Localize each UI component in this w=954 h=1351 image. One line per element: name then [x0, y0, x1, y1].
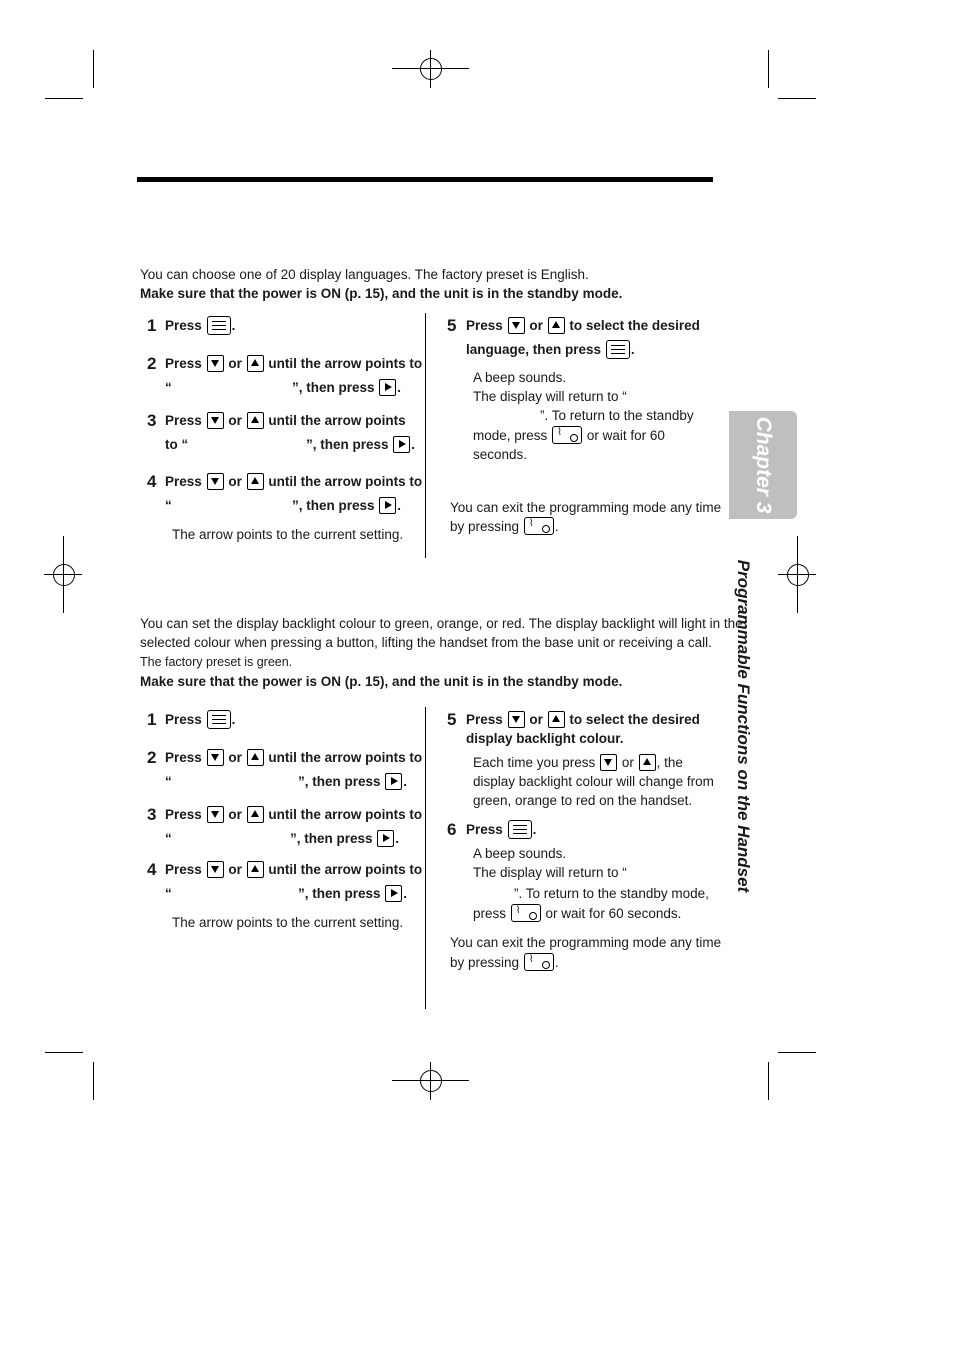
step-number: 4 — [147, 472, 157, 491]
down-arrow-key-icon — [207, 861, 224, 878]
registration-mark — [420, 1070, 442, 1092]
exit-note: You can exit the programming mode any time — [450, 935, 722, 950]
step-number: 5 — [447, 316, 457, 335]
crop-mark — [778, 1052, 816, 1053]
header-rule — [137, 177, 713, 182]
menu-key-icon — [207, 316, 231, 335]
right-arrow-key-icon — [379, 379, 396, 396]
step-number: 1 — [147, 316, 157, 335]
right-arrow-key-icon — [385, 885, 402, 902]
step2-text: Press or until the arrow points to — [165, 356, 423, 371]
section2-intro: You can set the display backlight colour to green, orange, or red. The display backlight will light in the — [140, 616, 743, 631]
down-arrow-key-icon — [207, 749, 224, 766]
up-arrow-key-icon — [247, 473, 264, 490]
step-number: 3 — [147, 805, 157, 824]
step5-note: Each time you press or , the — [473, 755, 683, 770]
registration-mark — [787, 564, 809, 586]
crop-mark — [93, 1062, 94, 1100]
registration-mark — [420, 58, 442, 80]
step1-text: Press . — [165, 316, 235, 335]
step4-text-cont: ”, then press . — [292, 498, 402, 513]
step5-text: Press or to select the desired — [466, 712, 700, 727]
step2-quote-open: “ — [165, 380, 172, 395]
down-arrow-key-icon — [600, 754, 617, 771]
section2-preset: The factory preset is green. — [140, 655, 293, 669]
menu-key-icon — [207, 710, 231, 729]
step1-text: Press . — [165, 710, 235, 729]
step5-text-cont: language, then press . — [466, 340, 635, 359]
off-key-icon: ⌇ — [524, 517, 554, 535]
step-number: 2 — [147, 354, 157, 373]
result-line: The display will return to “ — [473, 865, 627, 880]
off-key-icon: ⌇ — [524, 953, 554, 971]
chapter-title: Programmable Functions on the Handset — [734, 559, 753, 893]
step-number: 3 — [147, 411, 157, 430]
down-arrow-key-icon — [207, 355, 224, 372]
step-number: 5 — [447, 710, 457, 729]
step-number: 2 — [147, 748, 157, 767]
step5-text-cont: display backlight colour. — [466, 731, 624, 746]
crop-mark — [93, 50, 94, 88]
step2-text-cont: ”, then press . — [292, 380, 402, 395]
result-line: ”. To return to the standby — [540, 408, 694, 423]
crop-mark — [45, 1052, 83, 1053]
result-line: A beep sounds. — [473, 370, 567, 385]
step6-text: Press . — [466, 820, 536, 839]
step2-text: Press or until the arrow points to — [165, 750, 423, 765]
down-arrow-key-icon — [508, 711, 525, 728]
result-line: mode, press ⌇ or wait for 60 — [473, 427, 665, 443]
right-arrow-key-icon — [377, 830, 394, 847]
column-divider — [425, 707, 426, 1009]
step5-text: Press or to select the desired — [466, 318, 700, 333]
right-arrow-key-icon — [379, 497, 396, 514]
step-number: 4 — [147, 860, 157, 879]
step2-quote-open: “ — [165, 774, 172, 789]
step3-text-cont: ”, then press . — [306, 437, 416, 452]
up-arrow-key-icon — [548, 711, 565, 728]
up-arrow-key-icon — [247, 412, 264, 429]
step-number: 1 — [147, 710, 157, 729]
step3-text-cont: ”, then press . — [290, 831, 400, 846]
down-arrow-key-icon — [207, 806, 224, 823]
result-line: press ⌇ or wait for 60 seconds. — [473, 905, 682, 921]
right-arrow-key-icon — [393, 436, 410, 453]
section2-standby-note: Make sure that the power is ON (p. 15), and the unit is in the standby mode. — [140, 674, 623, 689]
step3-to: to “ — [165, 437, 189, 452]
crop-mark — [778, 98, 816, 99]
up-arrow-key-icon — [247, 806, 264, 823]
exit-note: You can exit the programming mode any time — [450, 500, 722, 515]
step5-note: green, orange to red on the handset. — [473, 793, 693, 808]
chapter-label: Chapter 3 — [752, 416, 775, 514]
section1-intro: You can choose one of 20 display languages. The factory preset is English. — [140, 267, 589, 282]
exit-note: by pressing ⌇ . — [450, 954, 559, 970]
column-divider — [425, 313, 426, 558]
step4-note: The arrow points to the current setting. — [172, 527, 404, 542]
step3-text: Press or until the arrow points — [165, 413, 406, 428]
registration-mark — [53, 564, 75, 586]
step5-note: display backlight colour will change from — [473, 774, 714, 789]
step3-quote-open: “ — [165, 831, 172, 846]
step4-text: Press or until the arrow points to — [165, 862, 423, 877]
up-arrow-key-icon — [247, 861, 264, 878]
menu-key-icon — [606, 340, 630, 359]
result-line: seconds. — [473, 447, 528, 462]
result-line: A beep sounds. — [473, 846, 567, 861]
down-arrow-key-icon — [508, 317, 525, 334]
step4-note: The arrow points to the current setting. — [172, 915, 404, 930]
section1-standby-note: Make sure that the power is ON (p. 15), and the unit is in the standby mode. — [140, 286, 623, 301]
crop-mark — [768, 50, 769, 88]
step4-text: Press or until the arrow points to — [165, 474, 423, 489]
off-key-icon: ⌇ — [511, 904, 541, 922]
section2-intro: selected colour when pressing a button, lifting the handset from the base unit or receiving a call. — [140, 635, 712, 650]
up-arrow-key-icon — [247, 355, 264, 372]
up-arrow-key-icon — [247, 749, 264, 766]
down-arrow-key-icon — [207, 412, 224, 429]
step4-quote-open: “ — [165, 498, 172, 513]
menu-key-icon — [508, 820, 532, 839]
step4-quote-open: “ — [165, 886, 172, 901]
step2-text-cont: ”, then press . — [298, 774, 408, 789]
off-key-icon: ⌇ — [552, 426, 582, 444]
right-arrow-key-icon — [385, 773, 402, 790]
step3-text: Press or until the arrow points to — [165, 807, 423, 822]
result-line: ”. To return to the standby mode, — [514, 886, 709, 901]
step4-text-cont: ”, then press . — [298, 886, 408, 901]
up-arrow-key-icon — [639, 754, 656, 771]
up-arrow-key-icon — [548, 317, 565, 334]
down-arrow-key-icon — [207, 473, 224, 490]
result-line: The display will return to “ — [473, 389, 627, 404]
crop-mark — [768, 1062, 769, 1100]
crop-mark — [45, 98, 83, 99]
exit-note: by pressing ⌇ . — [450, 518, 559, 534]
step-number: 6 — [447, 820, 457, 839]
